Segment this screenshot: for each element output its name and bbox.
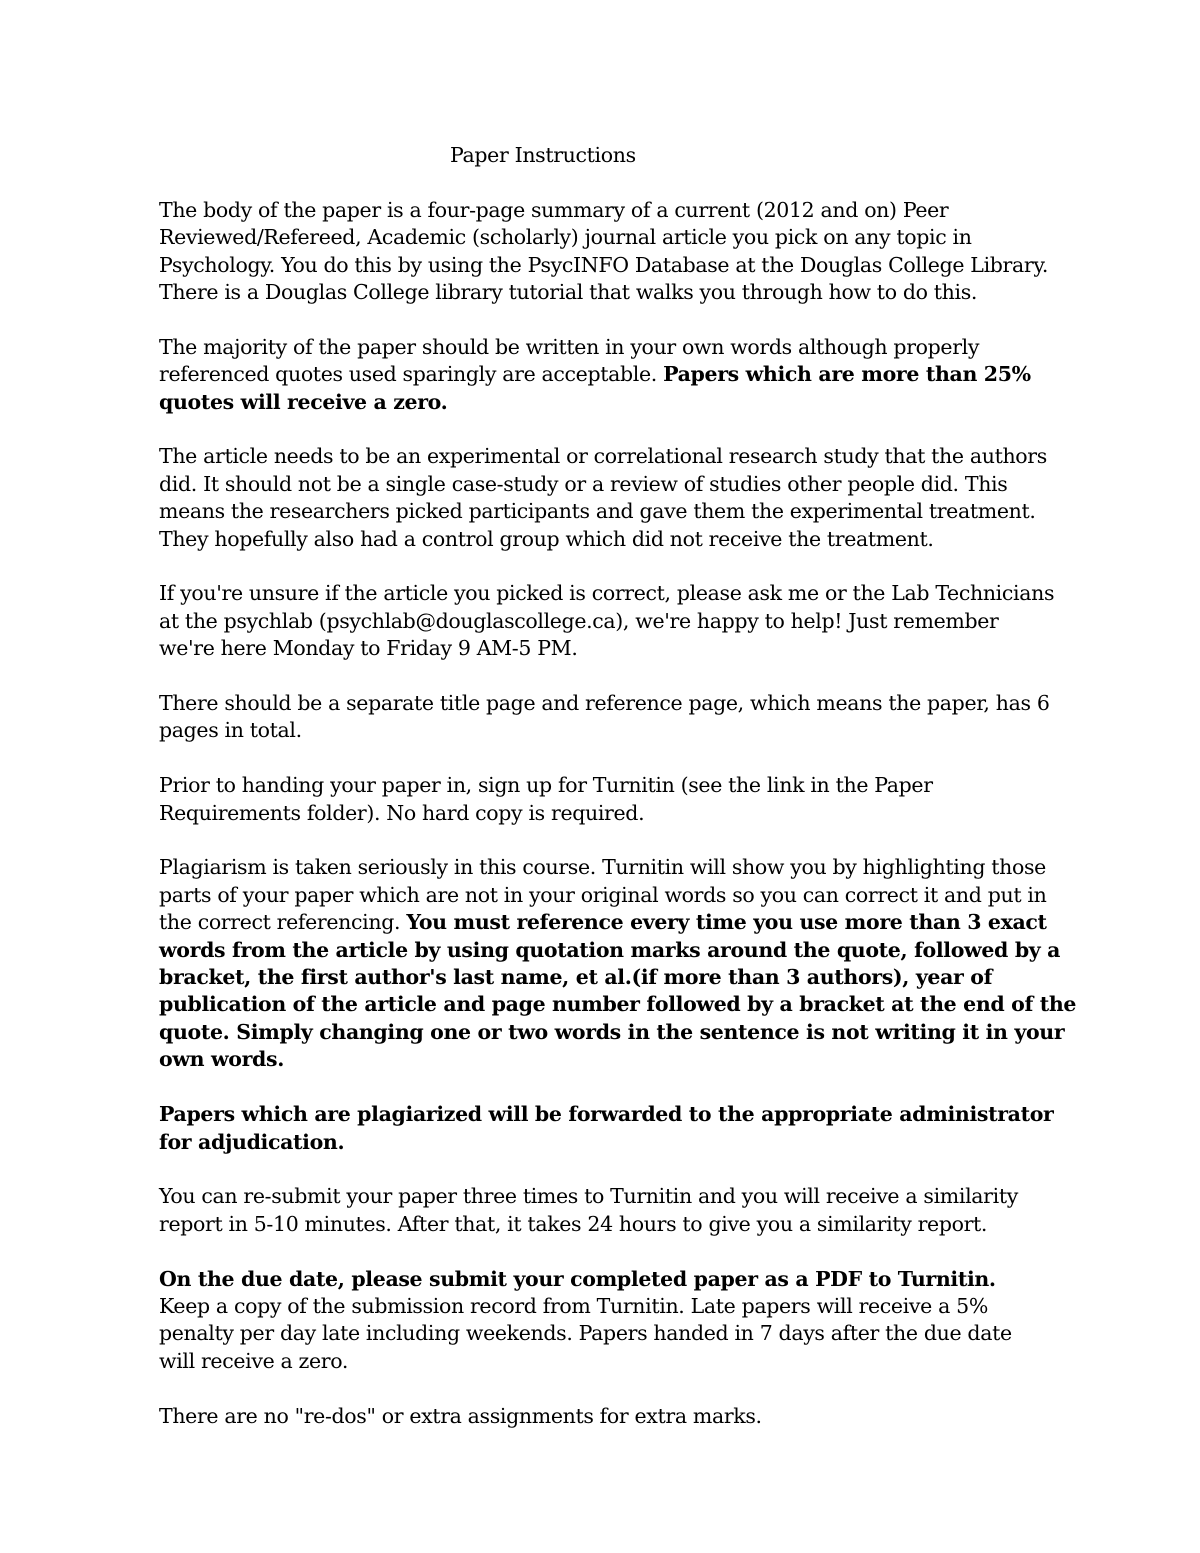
text-line: Plagiarism is taken seriously in this course. Turnitin will show you by highlighting those — [159, 855, 1046, 880]
bold-rule: quote. Simply changing one or two words in the sentence is not writing it in your — [159, 1019, 1065, 1044]
bold-warning: Papers which are plagiarized will be forwarded to the appropriate administrator — [159, 1102, 1054, 1127]
text-line: parts of your paper which are not in your original words so you can correct it and put in — [159, 882, 1047, 907]
text-line: The majority of the paper should be written in your own words although properly — [159, 334, 980, 359]
document-body — [159, 142, 1077, 1457]
bold-rule: words from the article by using quotation marks around the quote, followed by a — [159, 937, 1061, 962]
paragraph-turnitin-signup — [159, 772, 1059, 827]
text-line: Psychology. You do this by using the PsycINFO Database at the Douglas College Library. — [159, 252, 1048, 277]
text-line: You can re-submit your paper three times to Turnitin and you will receive a similarity — [159, 1184, 1018, 1209]
bold-rule: publication of the article and page number followed by a bracket at the end of the — [159, 992, 1077, 1017]
text-line: report in 5-10 minutes. After that, it takes 24 hours to give you a similarity report. — [159, 1211, 988, 1236]
text-line: will receive a zero. — [159, 1348, 349, 1373]
text-line: Requirements folder). No hard copy is required. — [159, 800, 645, 825]
paragraph-contact — [159, 580, 1059, 662]
bold-rule: bracket, the first author's last name, et al.(if more than 3 authors), year of — [159, 965, 993, 990]
bold-warning: quotes will receive a zero. — [159, 389, 448, 414]
text-line: If you're unsure if the article you picked is correct, please ask me or the Lab Technicians — [159, 581, 1055, 606]
paragraph-no-redos — [159, 1403, 1059, 1430]
text-line: There is a Douglas College library tutorial that walks you through how to do this. — [159, 280, 978, 305]
page-title: Paper Instructions — [450, 143, 636, 167]
text-line: The article needs to be an experimental or correlational research study that the authors — [159, 444, 1047, 469]
bold-warning: for adjudication. — [159, 1129, 345, 1154]
paragraph-plagiarism — [159, 854, 1077, 1073]
bold-instruction: On the due date, please submit your completed paper as a PDF to Turnitin. — [159, 1266, 996, 1291]
text-line-mixed — [159, 910, 1047, 934]
text-segment: referenced quotes used sparingly are acceptable. — [159, 362, 664, 387]
text-line: we're here Monday to Friday 9 AM-5 PM. — [159, 636, 578, 661]
text-line: There are no "re-dos" or extra assignments for extra marks. — [159, 1403, 762, 1428]
paragraph-page-count — [159, 690, 1059, 745]
bold-warning: Papers which are more than 25% — [663, 362, 1031, 387]
bold-rule: own words. — [159, 1047, 284, 1072]
text-line: penalty per day late including weekends. Papers handed in 7 days after the due date — [159, 1321, 1012, 1346]
text-line: Reviewed/Refereed, Academic (scholarly) journal article you pick on any topic in — [159, 225, 972, 250]
text-line: means the researchers picked participants and gave them the experimental treatment. — [159, 499, 1036, 524]
text-line: pages in total. — [159, 718, 302, 743]
text-line: did. It should not be a single case-study or a review of studies other people did. This — [159, 471, 1008, 496]
paragraph-adjudication — [159, 1101, 1059, 1156]
paragraph-due-date — [159, 1266, 1059, 1376]
text-line: There should be a separate title page and reference page, which means the paper, has 6 — [159, 691, 1050, 716]
text-line: They hopefully also had a control group which did not receive the treatment. — [159, 526, 934, 551]
text-line-mixed — [159, 362, 1031, 386]
bold-rule: You must reference every time you use more than 3 exact — [406, 910, 1047, 935]
text-segment: the correct referencing. — [159, 910, 407, 935]
paragraph-paper-body — [159, 197, 1059, 307]
text-line: Keep a copy of the submission record from Turnitin. Late papers will receive a 5% — [159, 1293, 988, 1318]
text-line: Prior to handing your paper in, sign up for Turnitin (see the link in the Paper — [159, 773, 933, 798]
paragraph-article-type — [159, 443, 1059, 553]
paragraph-resubmit — [159, 1183, 1059, 1238]
text-line: The body of the paper is a four-page summary of a current (2012 and on) Peer — [159, 197, 949, 222]
text-line: at the psychlab (psychlab@douglascollege.ca), we're happy to help! Just remember — [159, 608, 999, 633]
paragraph-own-words — [159, 334, 1059, 416]
